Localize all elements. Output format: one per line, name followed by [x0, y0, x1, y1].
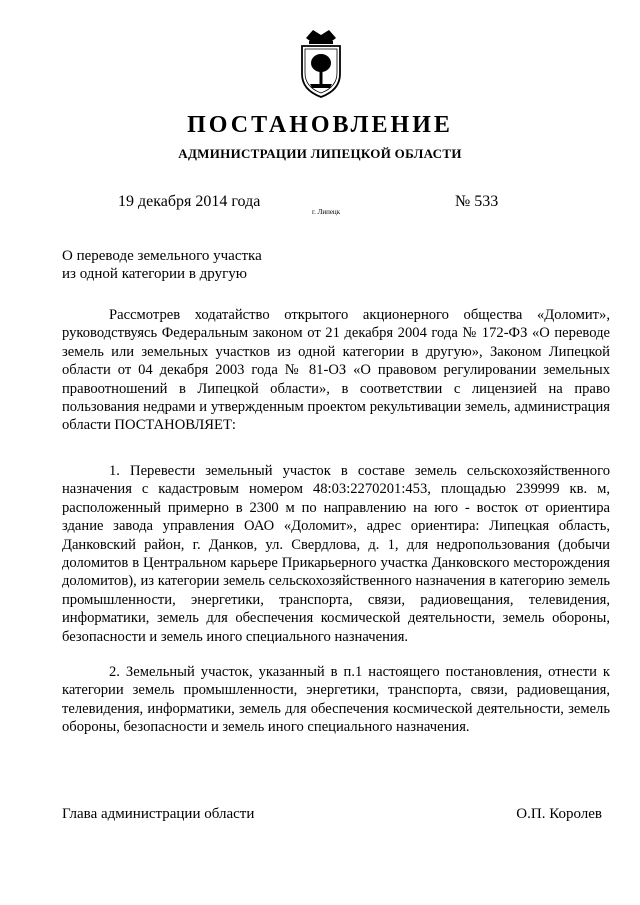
subject-line-2: из одной категории в другую: [62, 266, 247, 282]
document-subject: [62, 247, 262, 283]
document-city: г. Липецк: [312, 208, 341, 216]
document-date: 19 декабря 2014 года: [118, 193, 261, 210]
signatory-name: О.П. Королев: [516, 806, 602, 822]
preamble-paragraph: Рассмотрев ходатайство открытого акционерного общества «Доломит», руководствуясь Федеральным законом от 21 декабря 2004 года № 172-ФЗ «О переводе земель или земельных участков из одной категории в другую», Законом Липецкой области от 04 декабря 2003 года № 81-ОЗ «О правовом регулировании земельных правоотношений в Липецкой области», в соответствии с лицензией на право пользования недрами и утвержденным проектом рекультивации земель, администрация области ПОСТАНОВЛЯЕТ:: [62, 307, 610, 434]
decree-item-2: 2. Земельный участок, указанный в п.1 настоящего постановления, отнести к категории земель промышленности, энергетики, транспорта, связи, радиовещания, телевидения, информатики, земель для обеспечения космической деятельности, земель обороны, безопасности и земель иного специального назначения.: [62, 664, 610, 736]
document-title: ПОСТАНОВЛЕНИЕ: [187, 112, 453, 138]
document-number: № 533: [455, 193, 499, 210]
subject-line-1: О переводе земельного участка: [62, 248, 262, 264]
issuer-subtitle: АДМИНИСТРАЦИИ ЛИПЕЦКОЙ ОБЛАСТИ: [178, 146, 462, 161]
decree-item-1: 1. Перевести земельный участок в составе земель сельскохозяйственного назначения с кадастровым номером 48:03:2270201:453, площадью 239999 кв. м, расположенный примерно в 2300 м по направлению на юго - восток от ориентира здание завода управления ОАО «Доломит», адрес ориентира: Липецкая область, Данковский район, г. Данков, ул. Свердлова, д. 1, для недропользования (добычи доломитов в Центральном карьере Прикарьерного участка Данковского месторождения доломитов), из категории земель сельскохозяйственного назначения в категорию земель промышленности, энергетики, транспорта, связи, радиовещания, телевидения, информатики, земель для обеспечения космической деятельности, земель обороны, безопасности и земель иного специального назначения.: [62, 463, 610, 645]
coat-of-arms-icon: [298, 26, 344, 100]
signatory-position: Глава администрации области: [62, 806, 255, 822]
